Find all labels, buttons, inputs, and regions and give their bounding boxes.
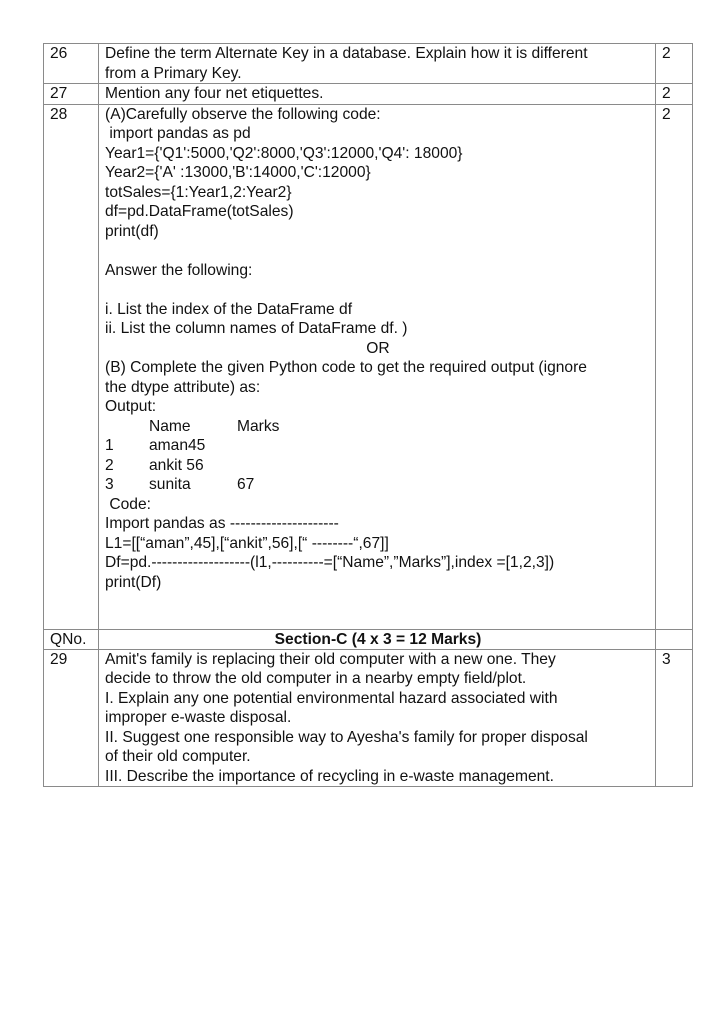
or-divider: OR	[366, 339, 390, 357]
output-index: 1	[105, 437, 114, 454]
question-table	[43, 43, 693, 787]
output-index: 3	[105, 476, 114, 493]
code-line: print(df)	[105, 222, 159, 240]
output-row	[105, 456, 651, 476]
question-line: III. Describe the importance of recycling in e-waste management.	[105, 767, 554, 785]
output-marks: 67	[237, 476, 255, 493]
output-name: aman45	[149, 437, 206, 454]
question-line: of their old computer.	[105, 748, 251, 765]
output-name: sunita	[149, 476, 191, 493]
spacer	[105, 241, 651, 261]
subquestion: ii. List the column names of DataFrame df. )	[105, 320, 408, 337]
question-line: Mention any four net etiquettes.	[105, 85, 324, 102]
section-marks-empty	[656, 629, 693, 649]
question-text	[99, 649, 656, 787]
part-b-intro: the dtype attribute) as:	[105, 378, 261, 396]
part-a-intro: (A)Carefully observe the following code:	[105, 105, 381, 123]
qno-label: QNo.	[44, 629, 99, 649]
question-line: Define the term Alternate Key in a database. Explain how it is different	[105, 45, 588, 62]
question-marks: 3	[656, 649, 693, 787]
code-line: Year2={'A' :13000,'B':14000,'C':12000}	[105, 164, 371, 181]
part-b-intro: (B) Complete the given Python code to get the required output (ignore	[105, 359, 587, 376]
output-row	[105, 475, 651, 495]
question-number: 28	[44, 104, 99, 629]
question-line: II. Suggest one responsible way to Ayesha's family for proper disposal	[105, 728, 588, 746]
code-line: Year1={'Q1':5000,'Q2':8000,'Q3':12000,'Q4': 18000}	[105, 144, 463, 162]
question-marks: 2	[656, 44, 693, 84]
output-label: Output:	[105, 398, 157, 415]
question-row-26	[44, 44, 693, 84]
answer-prompt: Answer the following:	[105, 261, 253, 279]
code-line: df=pd.DataFrame(totSales)	[105, 203, 294, 220]
code-line: Df=pd.-------------------(l1,----------=[“Name”,”Marks”],index =[1,2,3])	[105, 554, 555, 571]
question-text	[99, 104, 656, 629]
code-line: L1=[[“aman”,45],[“ankit”,56],[“ --------“,67]]	[105, 534, 389, 552]
subquestion: i. List the index of the DataFrame df	[105, 300, 353, 318]
question-line: Amit's family is replacing their old computer with a new one. They	[105, 650, 556, 668]
question-number: 26	[44, 44, 99, 84]
question-line: from a Primary Key.	[105, 64, 242, 82]
output-header-name: Name	[149, 417, 191, 435]
question-row-27	[44, 84, 693, 105]
question-row-29	[44, 649, 693, 787]
question-line: decide to throw the old computer in a nearby empty field/plot.	[105, 670, 527, 687]
question-line: improper e-waste disposal.	[105, 709, 292, 726]
code-line: Import pandas as ---------------------	[105, 515, 339, 532]
output-index: 2	[105, 456, 114, 474]
question-text	[99, 84, 656, 105]
output-header-row	[105, 417, 651, 437]
section-header-row	[44, 629, 693, 649]
output-header-index	[105, 417, 149, 437]
output-name: ankit 56	[149, 456, 204, 474]
code-label: Code:	[105, 495, 151, 513]
question-marks: 2	[656, 84, 693, 105]
code-line: print(Df)	[105, 573, 162, 591]
output-header-marks: Marks	[237, 417, 280, 435]
code-line: import pandas as pd	[105, 125, 251, 142]
output-row	[105, 436, 651, 456]
code-line: totSales={1:Year1,2:Year2}	[105, 183, 292, 201]
question-marks: 2	[656, 104, 693, 629]
question-text	[99, 44, 656, 84]
question-number: 29	[44, 649, 99, 787]
question-number: 27	[44, 84, 99, 105]
spacer	[105, 280, 651, 300]
question-line: I. Explain any one potential environmental hazard associated with	[105, 689, 558, 707]
section-title: Section-C (4 x 3 = 12 Marks)	[99, 629, 656, 649]
question-row-28	[44, 104, 693, 629]
